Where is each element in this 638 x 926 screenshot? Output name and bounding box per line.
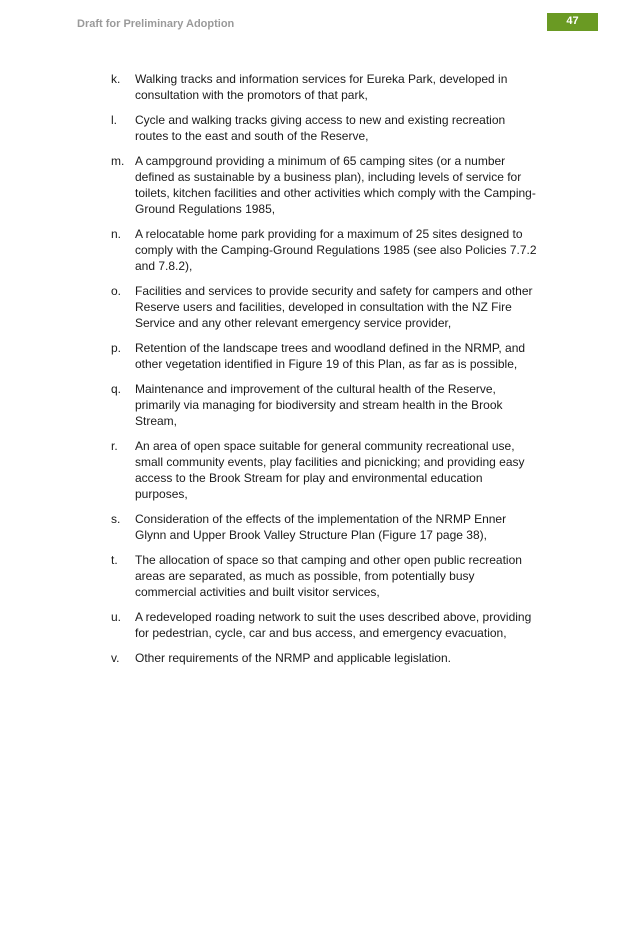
list-item (105, 552, 537, 600)
list-item-text: Other requirements of the NRMP and applicable legislation. (135, 651, 451, 665)
list-marker: p. (111, 341, 122, 355)
list-item (105, 153, 537, 217)
policy-list (105, 71, 537, 675)
list-item (105, 71, 537, 103)
list-item-text: Retention of the landscape trees and woodland defined in the NRMP, and other vegetation identified in Figure 19 of this Plan, as far as is possible, (135, 341, 526, 371)
list-item-text: A relocatable home park providing for a maximum of 25 sites designed to comply with the Camping-Ground Regulations 1985 (see also Policies 7.7.2 and 7.8.2), (135, 227, 537, 273)
list-item-text: Walking tracks and information services for Eureka Park, developed in consultation with the promotors of that park, (135, 72, 508, 102)
list-item (105, 511, 537, 543)
page-number-badge: 47 (547, 13, 598, 31)
list-marker: n. (111, 227, 122, 241)
list-item-text: Facilities and services to provide security and safety for campers and other Reserve users and facilities, developed in consultation with the NZ Fire Service and any other relevant emergency service provider, (135, 284, 533, 330)
list-item (105, 340, 537, 372)
list-marker: s. (111, 512, 121, 526)
list-marker: r. (111, 439, 118, 453)
list-marker: k. (111, 72, 121, 86)
list-item (105, 112, 537, 144)
list-item (105, 381, 537, 429)
list-item-text: Consideration of the effects of the implementation of the NRMP Enner Glynn and Upper Brook Valley Structure Plan (Figure 17 page 38), (135, 512, 507, 542)
running-header: Draft for Preliminary Adoption (77, 18, 235, 30)
list-item-text: An area of open space suitable for general community recreational use, small community events, play facilities and picnicking; and providing easy access to the Brook Stream for play and environmental education purposes, (135, 439, 525, 501)
list-marker: v. (111, 651, 120, 665)
list-marker: m. (111, 154, 125, 168)
list-item-text: The allocation of space so that camping and other open public recreation areas are separated, as much as possible, from potentially busy commercial activities and built visitor services, (135, 553, 522, 599)
list-item (105, 609, 537, 641)
list-marker: t. (111, 553, 118, 567)
list-marker: q. (111, 382, 122, 396)
list-item (105, 283, 537, 331)
list-item-text: Maintenance and improvement of the cultural health of the Reserve, primarily via managing for biodiversity and stream health in the Brook Stream, (135, 382, 503, 428)
list-item-text: Cycle and walking tracks giving access to new and existing recreation routes to the east and south of the Reserve, (135, 113, 506, 143)
list-item (105, 650, 537, 666)
list-item (105, 226, 537, 274)
list-marker: o. (111, 284, 122, 298)
list-item-text: A redeveloped roading network to suit the uses described above, providing for pedestrian, cycle, car and bus access, and emergency evacuation, (135, 610, 532, 640)
list-marker: l. (111, 113, 117, 127)
list-item-text: A campground providing a minimum of 65 camping sites (or a number defined as sustainable by a business plan), including levels of service for toilets, kitchen facilities and other activities which comply with the Camping-Ground Regulations 1985, (135, 154, 536, 216)
list-item (105, 438, 537, 502)
list-marker: u. (111, 610, 122, 624)
